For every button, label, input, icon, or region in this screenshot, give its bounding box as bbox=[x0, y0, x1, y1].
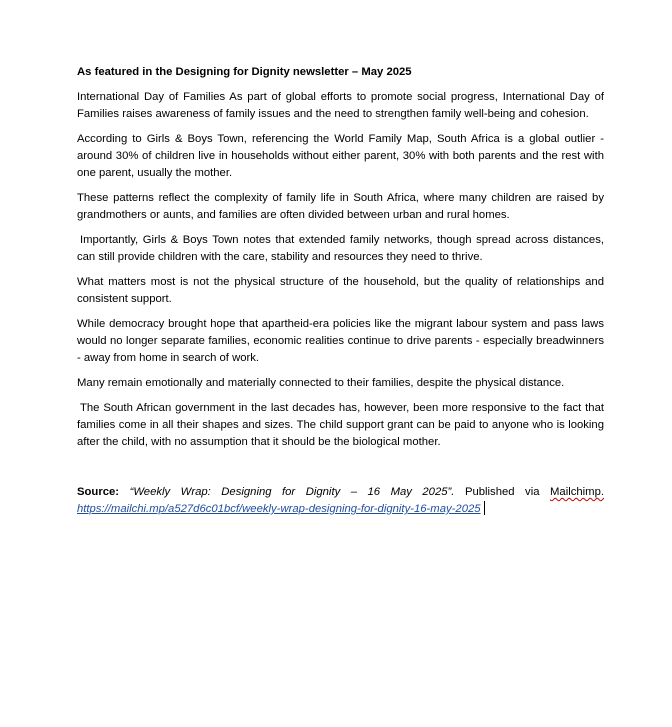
source-title: “Weekly Wrap: Designing for Dignity – 16 May 2025”. bbox=[129, 486, 455, 498]
document-page bbox=[77, 64, 604, 518]
paragraph-democracy: While democracy brought hope that apartheid-era policies like the migrant labour system and pass laws would no longer separate families, economic realities continue to drive parents - especially breadwinners - away from home in search of work. bbox=[77, 318, 604, 364]
source-published: Published via bbox=[464, 486, 540, 498]
source-platform: Mailchimp. bbox=[550, 486, 604, 498]
paragraph-extended-networks: Importantly, Girls & Boys Town notes that extended family networks, though spread across distances, can still provide children with the care, stability and resources they need to thrive. bbox=[77, 234, 604, 263]
paragraph-connected: Many remain emotionally and materially connected to their families, despite the physical distance. bbox=[77, 377, 565, 389]
source-label: Source: bbox=[77, 486, 120, 498]
paragraph-what-matters: What matters most is not the physical structure of the household, but the quality of relationships and consistent support. bbox=[77, 276, 604, 305]
source-citation bbox=[77, 484, 604, 518]
paragraph-world-family-map: According to Girls & Boys Town, referencing the World Family Map, South Africa is a global outlier - around 30% of children live in households without either parent, 30% with both parents and the rest with one parent, usually the mother. bbox=[77, 133, 604, 179]
document-heading: As featured in the Designing for Dignity newsletter – May 2025 bbox=[77, 66, 412, 78]
spacer bbox=[77, 459, 604, 484]
paragraph-family-patterns: These patterns reflect the complexity of family life in South Africa, where many children are raised by grandmothers or aunts, and families are often divided between urban and rural homes. bbox=[77, 192, 604, 221]
paragraph-international-day: International Day of Families As part of global efforts to promote social progress, International Day of Families raises awareness of family issues and the need to strengthen family well-being and cohesion. bbox=[77, 91, 604, 120]
paragraph-government: The South African government in the last decades has, however, been more responsive to the fact that families come in all their shapes and sizes. The child support grant can be paid to anyone who is looking after the child, with no assumption that it should be the biological mother. bbox=[77, 402, 604, 448]
text-cursor bbox=[484, 501, 485, 515]
source-link[interactable]: https://mailchi.mp/a527d6c01bcf/weekly-wrap-designing-for-dignity-16-may-2025 bbox=[77, 503, 481, 515]
